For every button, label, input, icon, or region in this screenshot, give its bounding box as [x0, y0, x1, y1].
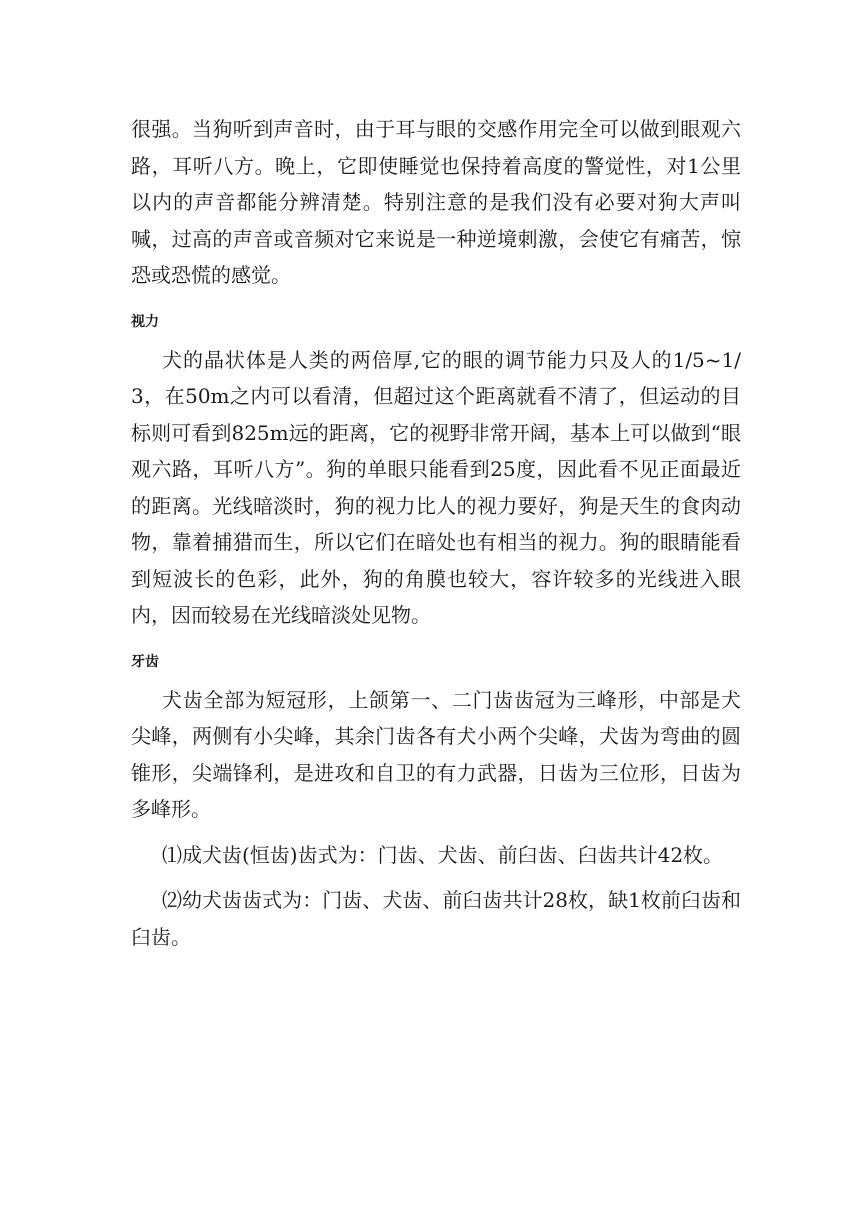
- puppy-teeth-formula: ⑵幼犬齿齿式为：门齿、犬齿、前臼齿共计28枚，缺1枚前臼齿和臼齿。: [131, 888, 741, 949]
- document-body: [131, 111, 741, 955]
- intro-paragraph: 很强。当狗听到声音时，由于耳与眼的交感作用完全可以做到眼观六路，耳听八方。晚上，它即使睡觉也保持着高度的警觉性，对1公里以内的声音都能分辨清楚。特别注意的是我们没有必要对狗大声叫喊，过高的声音或音频对它来说是一种逆境刺激，会使它有痛苦，惊恐或恐慌的感觉。: [131, 117, 741, 287]
- section-heading-teeth: 牙齿: [131, 653, 159, 670]
- paragraph-spacer: [131, 828, 741, 837]
- section-heading-vision: 视力: [131, 313, 159, 330]
- adult-teeth-formula: ⑴成犬齿(恒齿)齿式为：门齿、犬齿、前臼齿、臼齿共计42枚。: [162, 842, 724, 867]
- teeth-paragraph: 犬齿全部为短冠形，上颌第一、二门齿齿冠为三峰形，中部是犬尖峰，两侧有小尖峰，其余门齿各有犬小两个尖峰，犬齿为弯曲的圆锥形，尖端锋利，是进攻和自卫的有力武器，日齿为三位形，日齿为多峰形。: [131, 687, 741, 821]
- vision-paragraph: 犬的晶状体是人类的两倍厚,它的眼的调节能力只及人的1/5~1/3，在50m之内可以看清，但超过这个距离就看不清了，但运动的目标则可看到825m远的距离，它的视野非常开阔，基本上可以做到“眼观六路，耳听八方”。狗的单眼只能看到25度，因此看不见正面最近的距离。光线暗淡时，狗的视力比人的视力要好，狗是天生的食肉动物，靠着捕猎而生，所以它们在暗处也有相当的视力。狗的眼睛能看到短波长的色彩，此外，狗的角膜也较大，容许较多的光线进入眼内，因而较易在光线暗淡处见物。: [131, 347, 741, 627]
- paragraph-spacer: [131, 873, 741, 882]
